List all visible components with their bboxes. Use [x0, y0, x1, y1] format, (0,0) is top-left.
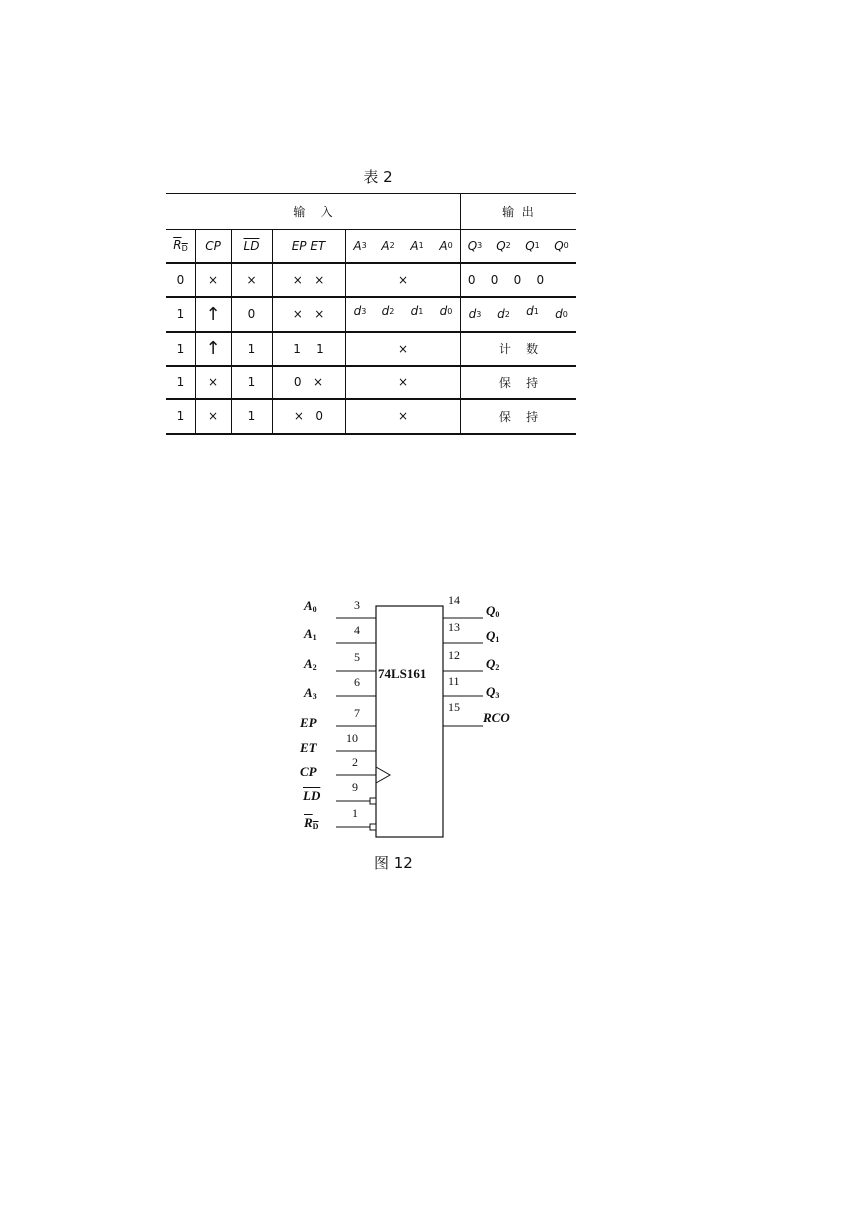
pin-num-10: 10	[346, 731, 358, 745]
pin-label-ep: EP	[300, 715, 317, 730]
table-cell-d3: d 3	[353, 304, 367, 318]
table-cell-epet: 0 ×	[293, 375, 324, 389]
table-cell-qd0: d 0	[555, 307, 568, 321]
pin-num-15: 15	[448, 700, 460, 714]
pin-num-6: 6	[354, 675, 360, 689]
col-header-a3: A 3	[353, 238, 367, 253]
table-cell-a: ×	[397, 341, 409, 356]
table-cell-rd: 1	[176, 307, 185, 321]
chip-body	[376, 606, 443, 837]
table-cell-d2: d 2	[381, 304, 395, 318]
table-cell-rd: 1	[176, 409, 185, 423]
table-cell-cp: ×	[207, 409, 219, 423]
ld-inversion-bubble-icon	[370, 798, 376, 804]
pin-label-et: ET	[300, 740, 317, 755]
col-header-rd: $R_D$	[173, 238, 188, 253]
table-cell-epet: × ×	[292, 307, 325, 321]
pin-label-a0: $A_0$	[304, 598, 317, 614]
table-cell-q: 保 持	[498, 375, 539, 390]
table-cell-cp: ×	[207, 272, 219, 287]
pin-label-a3: $A_3$	[304, 685, 317, 701]
table-cell-ld: 1	[247, 375, 256, 389]
col-header-q3: Q 3	[467, 238, 483, 253]
rd-inversion-bubble-icon	[370, 824, 376, 830]
table-cell-rd: 1	[176, 341, 185, 356]
table-cell-qd3: d 3	[468, 307, 482, 321]
pin-num-1: 1	[352, 806, 358, 820]
col-header-a0: A 0	[439, 238, 453, 253]
table-cell-cp: ×	[207, 375, 219, 389]
table-cell-d0: d 0	[439, 304, 453, 318]
col-header-a2: A 2	[381, 238, 395, 253]
pin-num-7: 7	[354, 706, 360, 720]
truth-table	[166, 193, 576, 435]
outputs-group-header: 输 出	[502, 204, 534, 219]
col-header-q2: Q 2	[496, 238, 511, 253]
pin-label-rd: $R_D$	[304, 815, 319, 831]
pin-label-q2: $Q_2$	[486, 656, 500, 672]
table-cell-d1: d 1	[410, 304, 424, 318]
table-cell-q: 0 0 0 0	[467, 272, 545, 287]
table-cell-epet: × ×	[292, 272, 325, 287]
inputs-group-header: 输 入	[293, 204, 333, 219]
pin-num-11: 11	[448, 674, 460, 688]
col-header-q1: Q 1	[525, 238, 540, 253]
table-bottom-rule	[166, 433, 576, 435]
rising-edge-arrow-icon: ↑	[205, 338, 221, 359]
table-cell-a: ×	[397, 409, 409, 423]
col-header-ld: $\overline{LD}$	[243, 238, 260, 253]
col-header-q0: Q 0	[554, 238, 569, 253]
pin-num-5: 5	[354, 650, 360, 664]
table-cell-ld: 1	[247, 409, 256, 423]
col-header-a1: A 1	[410, 238, 424, 253]
pin-label-a1: $A_1$	[304, 626, 317, 642]
chip-diagram	[290, 590, 540, 890]
chip-name: 74LS161	[378, 666, 427, 681]
pin-label-rco: RCO	[483, 710, 510, 725]
table-cell-ld: ×	[246, 272, 257, 287]
pin-num-12: 12	[448, 648, 460, 662]
pin-num-9: 9	[352, 780, 358, 794]
table-cell-epet: 1 1	[293, 341, 324, 356]
table-cell-a: ×	[397, 272, 409, 287]
col-header-epet: EP ET	[291, 238, 326, 253]
pin-label-q3: $Q_3$	[486, 684, 500, 700]
table-cell-qd2: d 2	[497, 307, 510, 321]
pin-num-2: 2	[352, 755, 358, 769]
pin-label-ld: $\overline{LD}$	[303, 788, 321, 803]
pin-label-q0: $Q_0$	[486, 603, 500, 619]
pin-num-13: 13	[448, 620, 460, 634]
table-cell-q: 保 持	[498, 409, 539, 424]
rising-edge-arrow-icon: ↑	[205, 303, 221, 325]
table-cell-a: ×	[397, 375, 409, 389]
clock-triangle-icon	[376, 767, 390, 783]
pin-label-q1: $Q_1$	[486, 628, 500, 644]
pin-num-3: 3	[354, 598, 360, 612]
table-cell-rd: 0	[176, 272, 185, 287]
pin-label-a2: $A_2$	[304, 656, 317, 672]
chip-diagram-lines	[290, 590, 540, 890]
col-header-cp: CP	[205, 238, 221, 253]
figure-caption: 图 12	[374, 854, 413, 872]
pin-num-14: 14	[448, 593, 460, 607]
table-cell-ld: 1	[247, 341, 256, 356]
table-cell-rd: 1	[176, 375, 185, 389]
pin-num-4: 4	[354, 623, 360, 637]
table-cell-ld: 0	[247, 307, 256, 321]
pin-label-cp: CP	[300, 764, 317, 779]
table-caption: 表 2	[363, 168, 393, 186]
table-cell-q: 计 数	[498, 342, 539, 356]
table-cell-qd1: d 1	[526, 304, 539, 318]
table-cell-epet: × 0	[293, 409, 324, 423]
